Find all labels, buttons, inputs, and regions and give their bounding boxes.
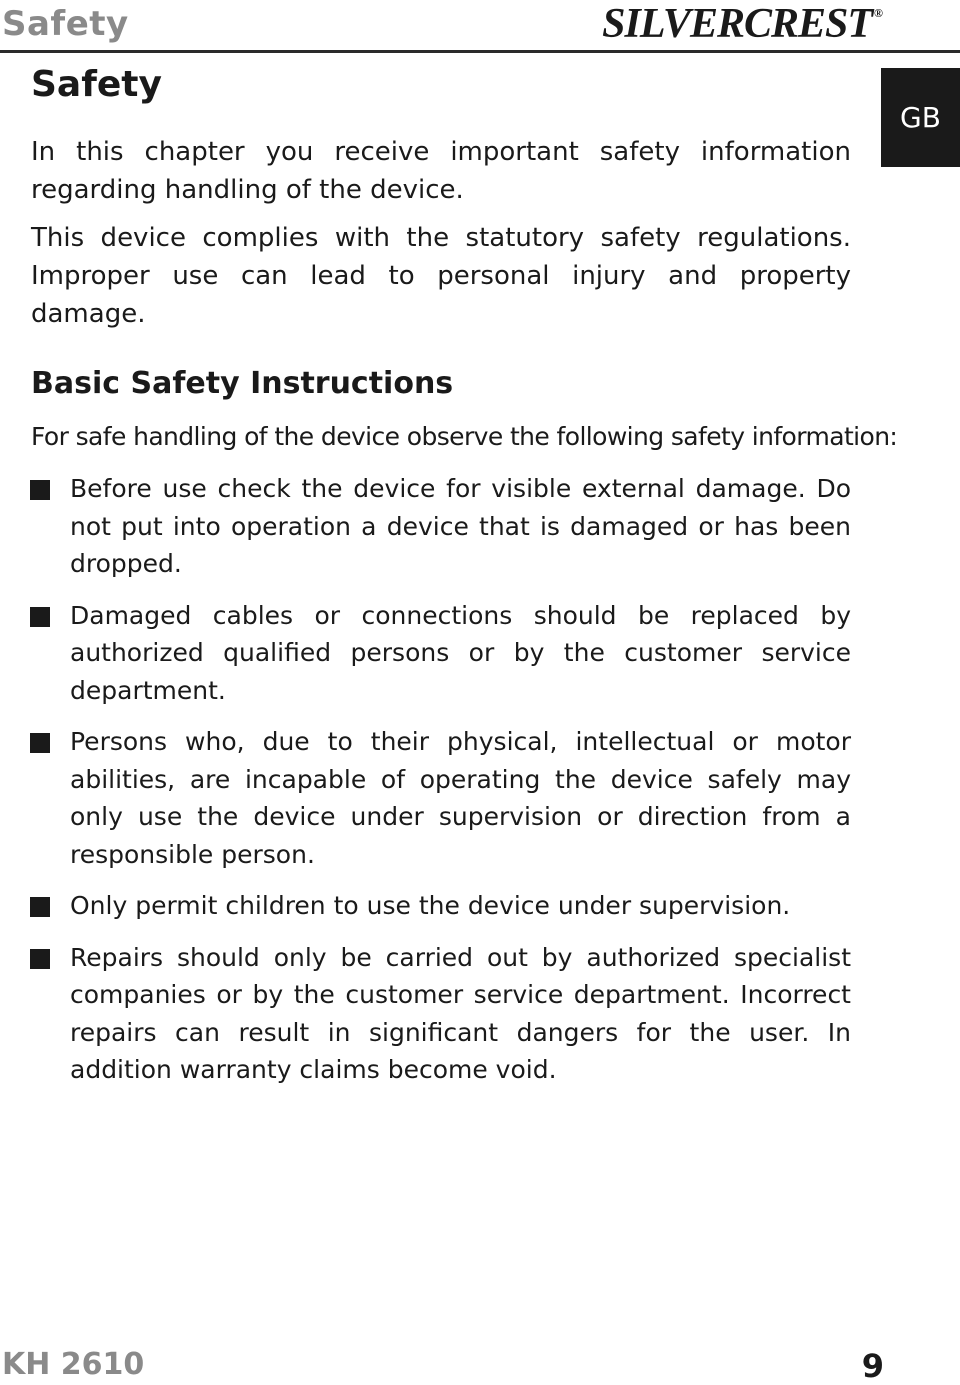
- list-item: [0, 470, 851, 583]
- square-bullet-icon: [30, 949, 50, 969]
- list-item-text: Repairs should only be carried out by authorized specialist companies or by the customer service department. Incorrect repairs can result in significant dangers for the user. In addition warranty claims become void.: [70, 942, 851, 1084]
- model-number: KH 2610: [2, 1347, 145, 1382]
- language-tab: GB: [881, 68, 960, 167]
- list-item: [0, 597, 851, 710]
- list-item-text: Before use check the device for visible external damage. Do not put into operation a device that is damaged or has been dropped.: [70, 474, 851, 578]
- safety-instructions-list: [0, 470, 960, 1103]
- page-number: 9: [861, 1347, 884, 1385]
- header-rule: [0, 50, 960, 53]
- list-item: [0, 939, 851, 1089]
- brand-name: SILVERCREST: [602, 1, 873, 47]
- brand-logo: [602, 0, 882, 48]
- list-item: [0, 887, 851, 925]
- square-bullet-icon: [30, 897, 50, 917]
- registered-mark: ®: [874, 6, 882, 20]
- square-bullet-icon: [30, 607, 50, 627]
- section-title: Safety: [31, 64, 162, 105]
- list-item-text: Persons who, due to their physical, intellectual or motor abilities, are incapable of operating the device safely may only use the device under supervision or direction from a responsible person.: [70, 727, 851, 869]
- square-bullet-icon: [30, 480, 50, 500]
- subsection-intro: For safe handling of the device observe the following safety information:: [31, 422, 898, 451]
- list-item-text: Only permit children to use the device under supervision.: [70, 891, 791, 920]
- subsection-title: Basic Safety Instructions: [31, 366, 454, 401]
- intro-paragraph: In this chapter you receive important safety information regarding handling of the device.: [31, 137, 851, 205]
- list-item-text: Damaged cables or connections should be replaced by authorized qualified persons or by the customer service department.: [70, 600, 851, 705]
- compliance-paragraph: This device complies with the statutory safety regulations. Improper use can lead to personal injury and property damage.: [31, 223, 851, 329]
- list-item: [0, 723, 851, 873]
- square-bullet-icon: [30, 733, 50, 753]
- running-header-title: Safety: [2, 4, 129, 44]
